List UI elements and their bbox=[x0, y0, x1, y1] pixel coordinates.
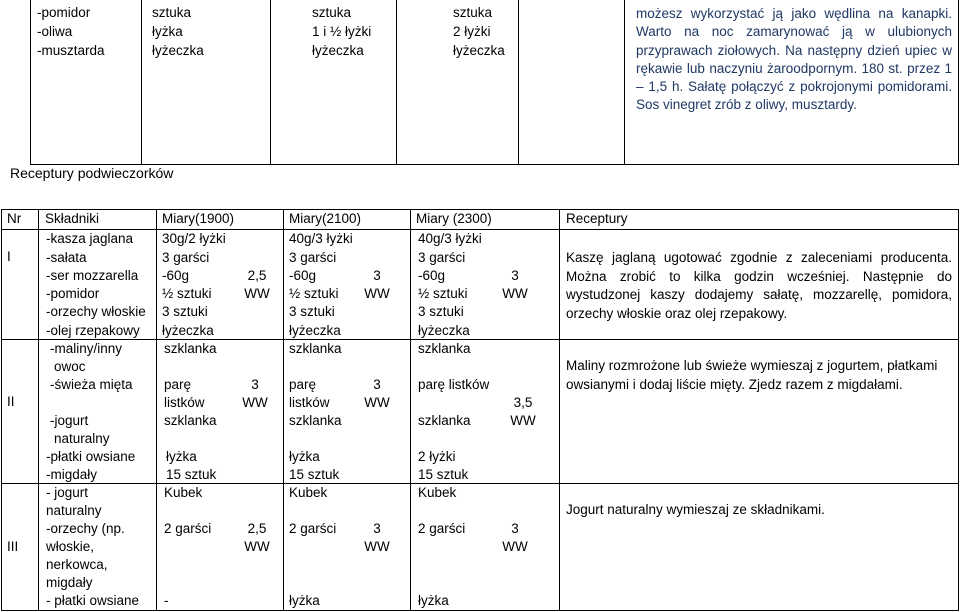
measure: Kubek bbox=[164, 485, 203, 500]
measure: sztuka bbox=[152, 5, 192, 20]
ww-unit: WW bbox=[502, 539, 528, 554]
measure: listków bbox=[289, 395, 330, 410]
ingredient: -migdały bbox=[46, 467, 98, 482]
measure: ½ sztuki bbox=[289, 286, 339, 301]
measure: łyżka bbox=[418, 593, 449, 608]
ingredient: naturalny bbox=[54, 431, 110, 446]
measure: 15 sztuk bbox=[166, 467, 217, 482]
ingredient: -orzechy włoskie bbox=[46, 304, 146, 319]
ww-value: 3,5 bbox=[513, 395, 533, 410]
row-number: I bbox=[7, 249, 11, 264]
header-recipes: Receptury bbox=[566, 211, 628, 226]
measure: 15 sztuk bbox=[289, 467, 340, 482]
measure: szklanka bbox=[289, 413, 342, 428]
measure: -60g bbox=[162, 268, 190, 283]
ingredient: -maliny/inny bbox=[50, 341, 123, 356]
ww-unit: WW bbox=[244, 539, 270, 554]
measure: 3 garści bbox=[162, 250, 210, 265]
recipe-text: Kaszę jaglaną ugotować zgodnie z zaleceniami producenta. Można zrobić to kilka godzin wcześniej. Następnie do wystudzonej kaszy dodajemy sałatę, mozzarellę, pomidora, orzechy włoskie oraz olej rzepakowy. bbox=[566, 250, 952, 321]
ww-unit: WW bbox=[364, 395, 390, 410]
ww-value: 3 bbox=[251, 377, 259, 392]
measure: sztuka bbox=[453, 5, 493, 20]
measure: 40g/3 łyżki bbox=[289, 231, 353, 246]
measure: parę listków bbox=[418, 377, 490, 392]
measure: 40g/3 łyżki bbox=[418, 231, 482, 246]
measure: 30g/2 łyżki bbox=[162, 231, 226, 246]
ww-value: 3 bbox=[511, 521, 519, 536]
measure: ½ sztuki bbox=[418, 286, 468, 301]
row-number: II bbox=[7, 394, 15, 409]
measure: szklanka bbox=[418, 341, 471, 356]
measure: 2 garści bbox=[289, 521, 337, 536]
ww-value: 3 bbox=[373, 268, 381, 283]
ingredient: owoc bbox=[54, 359, 86, 374]
ww-unit: WW bbox=[510, 413, 536, 428]
ww-unit: WW bbox=[502, 286, 528, 301]
measure: - bbox=[164, 593, 169, 608]
measure: 3 garści bbox=[289, 250, 337, 265]
measure: 3 garści bbox=[418, 250, 466, 265]
ingredient: - jogurt bbox=[46, 485, 89, 500]
ww-value: 3 bbox=[373, 521, 381, 536]
measure: Kubek bbox=[418, 485, 457, 500]
measure: parę bbox=[164, 377, 192, 392]
ingredient: naturalny bbox=[46, 503, 102, 518]
measure: 2 łyżki bbox=[453, 24, 491, 39]
ingredient: -olej rzepakowy bbox=[46, 323, 140, 338]
section-heading: Receptury podwieczorków bbox=[10, 165, 174, 181]
measure: łyżeczka bbox=[289, 323, 341, 338]
ingredient: nerkowca, bbox=[46, 557, 108, 572]
ingredient: migdały bbox=[46, 575, 93, 590]
measure: łyżeczka bbox=[312, 43, 364, 58]
ingredient: -pomidor bbox=[37, 5, 91, 20]
ingredient: -oliwa bbox=[37, 24, 73, 39]
measure: łyżka bbox=[152, 24, 183, 39]
ww-value: 2,5 bbox=[247, 268, 267, 283]
measure: sztuka bbox=[312, 5, 352, 20]
ww-value: 3 bbox=[511, 268, 519, 283]
ingredient: -płatki owsiane bbox=[46, 449, 136, 464]
ingredient: włoskie, bbox=[46, 539, 95, 554]
ww-value: 3 bbox=[373, 377, 381, 392]
measure: łyżeczka bbox=[152, 43, 204, 58]
measure: łyżka bbox=[289, 593, 320, 608]
ww-unit: WW bbox=[364, 539, 390, 554]
ingredient: -kasza jaglana bbox=[46, 231, 134, 246]
measure: Kubek bbox=[289, 485, 328, 500]
measure: 2 garści bbox=[418, 521, 466, 536]
header-measures-1900: Miary(1900) bbox=[162, 211, 235, 226]
measure: 2 garści bbox=[164, 521, 212, 536]
header-measures-2100: Miary(2100) bbox=[289, 211, 362, 226]
measure: szklanka bbox=[164, 413, 217, 428]
measure: szklanka bbox=[418, 413, 471, 428]
recipe-text: Maliny rozmrożone lub świeże wymieszaj z jogurtem, płatkami owsianymi i dodaj liście mięty. Zjedz razem z migdałami. bbox=[566, 358, 938, 392]
ingredient: -ser mozzarella bbox=[46, 268, 139, 283]
ingredient: - płatki owsiane bbox=[46, 593, 140, 608]
measure: szklanka bbox=[164, 341, 217, 356]
measure: łyżka bbox=[166, 449, 197, 464]
measure: ½ sztuki bbox=[162, 286, 212, 301]
recipe-text: Jogurt naturalny wymieszaj ze składnikami. bbox=[566, 502, 825, 517]
measure: 3 sztuki bbox=[418, 304, 464, 319]
ingredient: -świeża mięta bbox=[50, 377, 133, 392]
measure: 3 sztuki bbox=[162, 304, 208, 319]
ww-unit: WW bbox=[244, 286, 270, 301]
ww-value: 2,5 bbox=[247, 521, 267, 536]
ww-unit: WW bbox=[242, 395, 268, 410]
measure: -60g bbox=[418, 268, 446, 283]
measure: 3 sztuki bbox=[289, 304, 335, 319]
header-ingredients: Składniki bbox=[45, 211, 100, 226]
ingredient: -musztarda bbox=[37, 43, 105, 58]
measure: 1 i ½ łyżki bbox=[312, 24, 372, 39]
ingredient: -pomidor bbox=[46, 286, 100, 301]
ingredient: -jogurt bbox=[50, 413, 89, 428]
measure: 15 sztuk bbox=[418, 467, 469, 482]
top-recipe-text: możesz wykorzystać ją jako wędlina na kanapki. Warto na noc zamarynować ją w ulubionych przyprawach ziołowych. Na następny dzień upiec w rękawie lub naczyniu żaroodpornym. 180 st. przez 1 – 1,5 h. Sałatę połączyć z pokrojonymi pomidorami. Sos vinegret zrób z oliwy, musztardy. bbox=[636, 6, 952, 113]
measure: łyżeczka bbox=[162, 323, 214, 338]
measure: parę bbox=[289, 377, 317, 392]
measure: listków bbox=[164, 395, 205, 410]
measure: łyżeczka bbox=[453, 43, 505, 58]
measure: 2 łyżki bbox=[418, 449, 456, 464]
ingredient: -orzechy (np. bbox=[46, 521, 125, 536]
measure: łyżeczka bbox=[418, 323, 470, 338]
measure: szklanka bbox=[289, 341, 342, 356]
measure: łyżka bbox=[289, 449, 320, 464]
ingredient: -sałata bbox=[46, 250, 87, 265]
header-measures-2300: Miary (2300) bbox=[416, 211, 492, 226]
header-nr: Nr bbox=[7, 211, 22, 226]
row-number: III bbox=[7, 539, 19, 554]
measure: -60g bbox=[289, 268, 317, 283]
ww-unit: WW bbox=[364, 286, 390, 301]
